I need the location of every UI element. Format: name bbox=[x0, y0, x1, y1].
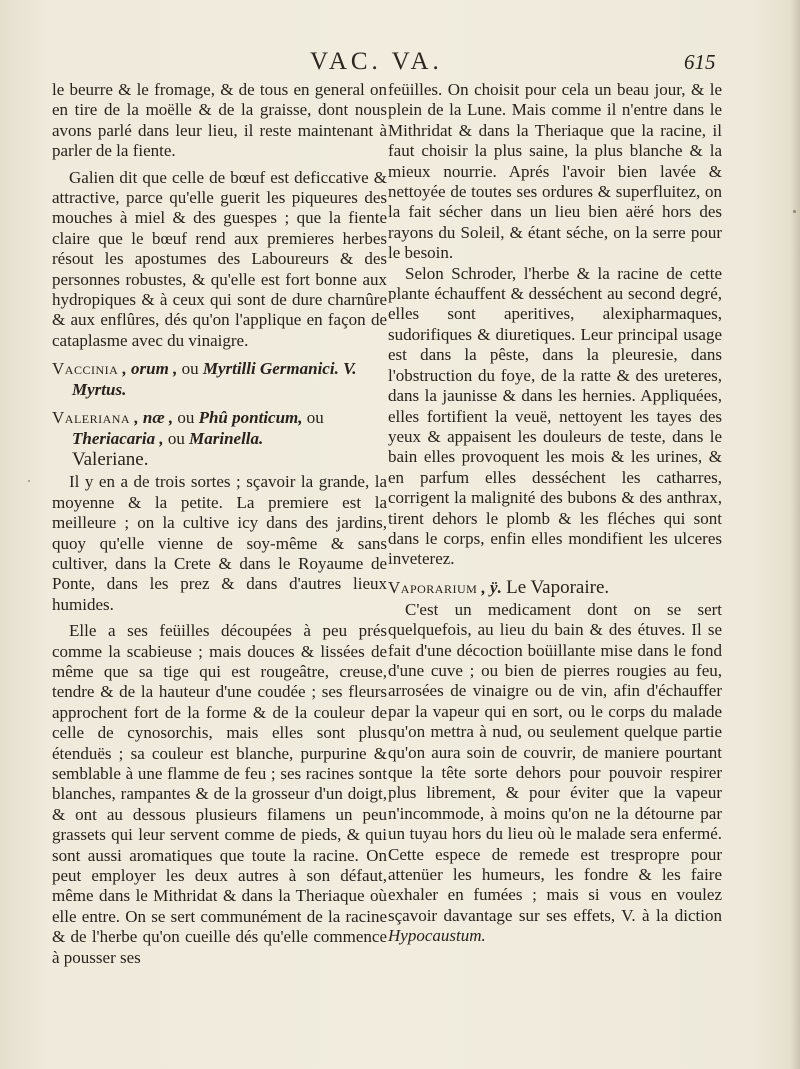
entry-conjunction: ou bbox=[177, 408, 195, 428]
entry-alternate-name: Phû ponticum, bbox=[198, 408, 303, 428]
entry-ending: , næ , bbox=[134, 408, 174, 428]
entry-conjunction: ou bbox=[181, 359, 199, 379]
entry-alternate-name: Marinella. bbox=[189, 429, 264, 449]
paragraph bbox=[388, 600, 722, 947]
entry-alternate-name: Myrtilli Germanici. bbox=[202, 359, 339, 379]
entry-vaporarium bbox=[388, 577, 722, 598]
entry-french-name: Le Vaporaire. bbox=[506, 576, 610, 598]
entry-ending: , orum , bbox=[122, 359, 178, 379]
paragraph: feüilles. On choisit pour cela un beau jour, & le plein de la Lune. Mais comme il n'entre dans le Mithridat & dans la Theriaque que la racine, il faut choisir la plus saine, la plus blanche & la mieux nourrie. Aprés l'avoir bien lavée & nettoyée de toutes ses ordures & superfluitez, on la fait sécher dans un lieu bien aëré hors des rayons du Soleil, & étant séche, on la serre pour le besoin. bbox=[388, 80, 722, 263]
right-column bbox=[388, 80, 722, 947]
entry-valeriana bbox=[52, 407, 387, 470]
entry-conjunction: ou bbox=[167, 429, 185, 449]
entry-cross-reference: V. Myrtus. bbox=[72, 359, 357, 400]
page-edge-shadow bbox=[790, 0, 800, 1069]
paper-speck bbox=[793, 210, 796, 213]
cross-reference-term: Hypocaustum. bbox=[388, 926, 486, 946]
paragraph: Galien dit que celle de bœuf est deficcative & attractive, parce qu'elle guerit les piqueures des mouches à miel & des guespes ; que la fiente claire que le bœuf rend aux premieres herbes résout les apostumes des Laboureurs & des personnes robustes, & qu'elle est fort bonne aux hydropiques & à ceux qui sont de dure charnûre & aux enflûres, dés qu'on l'applique en façon de cataplasme avec du vinaigre. bbox=[52, 167, 387, 350]
page-header bbox=[0, 48, 800, 82]
entry-ending: , ÿ. bbox=[481, 577, 502, 597]
paragraph: Elle a ses feüilles découpées à peu prés comme la scabieuse ; mais douces & lissées de même que sa tige qui est rougeâtre, creuse, tendre & de la hauteur d'une coudée ; ses fleurs approchent fort de la forme & de la couleur de celle de cynosorchis, mais elles sont plus étenduës ; sa couleur est blanche, purpurine & semblable à une flamme de feu ; ses racines sont blanches, rampantes & de la grosseur d'un doigt, & ont au dessous plusieurs filamens un peu grassets qui leur servent comme de pieds, & qui sont aussi aromatiques que toute la racine. On peut employer les deux autres à son défaut, même dans le Mithridat & dans la Theriaque où elle entre. On se sert communément de la racine & de l'herbe qu'on cueille dés qu'elle commence à pousser ses bbox=[52, 621, 387, 967]
entry-alternate-name: Theriacaria , bbox=[72, 429, 164, 449]
paragraph: Il y en a de trois sortes ; sçavoir la grande, la moyenne & la petite. La premiere est la meilleure ; on la cultive icy dans des jardins, quoy qu'elle vienne de soy-même & sans cultiver, dans la Crete & dans le Royaume de Ponte, dans les prez & dans d'autres lieux humides. bbox=[52, 472, 387, 614]
entry-french-name: Valeriane. bbox=[72, 449, 149, 471]
entry-headword: Vaporarium bbox=[388, 577, 478, 597]
entry-headword: Vaccinia bbox=[52, 359, 119, 379]
paragraph: le beurre & le fromage, & de tous en general on en tire de la moëlle & de la graisse, dont nous avons parlé dans leur lieu, il reste maintenant à parler de la fiente. bbox=[52, 80, 387, 161]
paragraph: Selon Schroder, l'herbe & la racine de cette plante échauffent & desséchent au second degré, elles sont aperitives, alexipharmaques, sudorifiques & diuretiques. Leur principal usage est dans la pêste, dans la pleuresie, dans l'obstruction du foye, de la ratte & des ureteres, dans la jaunisse & dans les hernies. Appliquées, elles fortifient la veuë, nettoyent les tayes des yeux & appaisent les douleurs de teste, dans le bain elles provoquent les mois & les urines, & en parfum elles desséchent les catharres, corrigent la malignité des bubons & des anthrax, tirent dehors le plomb & les fléches qui sont dans le corps, enfin elles mondifient les ulceres inveterez. bbox=[388, 263, 722, 569]
page-number: 615 bbox=[684, 50, 716, 74]
paragraph-text: C'est un medicament dont on se sert quelquefois, au lieu du bain & des étuves. Il se fait d'une décoction boüillante mise dans le fond d'une cuve ; ou bien de pierres rougies au feu, arrosées de vinaigre ou de vin, afin d'échauffer par la vapeur qui en sort, ou le corps du malade qu'on mettra à nud, ou seulement quelque partie qu'on aura soin de couvrir, de maniere pourtant que la tête sorte dehors pour pouvoir respirer plus librement, & pour éviter que la vapeur n'incommode, à moins qu'on ne la détourne par un tuyau hors du lieu où le malade sera enfermé. Cette espece de remede est trespropre pour attenüer les humeurs, les fondre & les faire exhaler en fumées ; mais si vous en voulez sçavoir davantage sur ses effets, V. à la diction bbox=[388, 599, 722, 925]
left-column bbox=[52, 80, 387, 968]
entry-conjunction: ou bbox=[306, 408, 324, 428]
entry-headword: Valeriana bbox=[52, 408, 131, 428]
running-head: VAC. VA. bbox=[310, 48, 443, 75]
paper-speck bbox=[28, 480, 30, 482]
entry-vaccinia bbox=[52, 358, 387, 400]
